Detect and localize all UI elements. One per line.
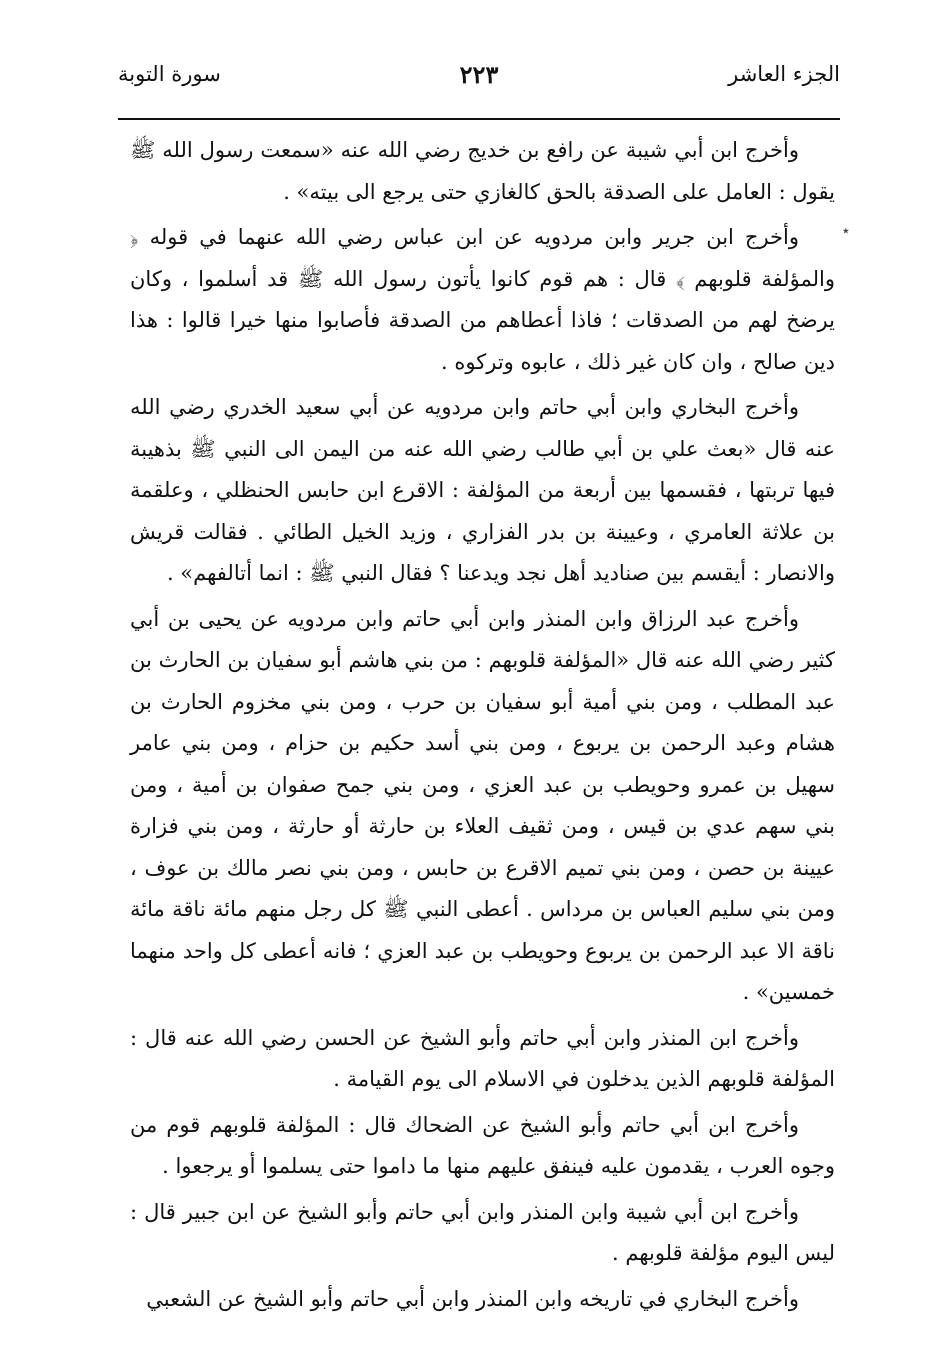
- paragraph-2: وأخرج ابن جرير وابن مردويه عن ابن عباس رضي الله عنهما في قوله ﴿ والمؤلفة قلوبهم ﴾ قال : هم قوم كانوا يأتون رسول الله ﷺ قد أسلموا ، وكان يرضخ لهم من الصدقات ؛ فاذا أعطاهم من الصدقة فأصابوا منها خيرا قالوا : هذا دين صالح ، وان كان غير ذلك ، عابوه وتركوه .: [130, 225, 835, 374]
- paragraph-4: وأخرج عبد الرزاق وابن المنذر وابن أبي حاتم وابن مردويه عن يحيى بن أبي كثير رضي الله عنه قال «المؤلفة قلوبهم : من بني هاشم أبو سفيان بن الحارث بن عبد المطلب ، ومن بني أمية أبو سفيان بن حرب ، ومن بني مخزوم الحارث بن هشام وعبد الرحمن بن يربوع ، ومن بني أسد حكيم بن حزام ، ومن بني عامر سهيل بن عمرو وحويطب بن عبد العزي ، ومن بني جمح صفوان بن أمية ، ومن بني سهم عدي بن قيس ، ومن ثقيف العلاء بن حارثة أو حارثة ، ومن بني فزارة عيينة بن حصن ، ومن بني تميم الاقرع بن حابس ، ومن بني نصر مالك بن عوف ، ومن بني سليم العباس بن مرداس . أعطى النبي ﷺ كل رجل منهم مائة ناقة مائة ناقة الا عبد الرحمن بن يربوع وحويطب بن عبد العزي ؛ فانه أعطى كل واحد منهما خمسين» .: [130, 606, 835, 1004]
- margin-mark: ٭: [842, 223, 850, 239]
- part-title: الجزء العاشر: [728, 62, 840, 86]
- paragraph-1: وأخرج ابن أبي شيبة عن رافع بن خديج رضي الله عنه «سمعت رسول الله ﷺ يقول : العامل على الصدقة بالحق كالغازي حتى يرجع الى بيته» .: [130, 138, 835, 204]
- paragraph-7: وأخرج ابن أبي شيبة وابن المنذر وابن أبي حاتم وأبو الشيخ عن ابن جبير قال : ليس اليوم مؤلفة قلوبهم .: [130, 1199, 835, 1265]
- header-divider: [118, 118, 840, 120]
- surah-title: سورة التوبة: [118, 62, 221, 86]
- paragraph-3: وأخرج البخاري وابن أبي حاتم وابن مردويه عن أبي سعيد الخدري رضي الله عنه قال «بعث علي بن أبي طالب رضي الله عنه من اليمن الى النبي ﷺ بذهيبة فيها تربتها ، فقسمها بين أربعة من المؤلفة : الاقرع ابن حابس الحنظلي ، وعلقمة بن علاثة العامري ، وعيينة بن بدر الفزاري ، وزيد الخيل الطائي . فقالت قريش والانصار : أيقسم بين صناديد أهل نجد ويدعنا ؟ فقال النبي ﷺ : انما أتالفهم» .: [130, 395, 835, 585]
- paragraph-8: وأخرج البخاري في تاريخه وابن المنذر وابن أبي حاتم وأبو الشيخ عن الشعبي: [146, 1286, 799, 1311]
- page-number: ٢٢٣: [459, 60, 499, 89]
- paragraph-6: وأخرج ابن أبي حاتم وأبو الشيخ عن الضحاك قال : المؤلفة قلوبهم قوم من وجوه العرب ، يقدمون عليه فينفق عليهم منها ما داموا حتى يسلموا أو يرجعوا .: [130, 1112, 835, 1178]
- paragraph-5: وأخرج ابن المنذر وابن أبي حاتم وأبو الشيخ عن الحسن رضي الله عنه قال : المؤلفة قلوبهم الذين يدخلون في الاسلام الى يوم القيامة .: [130, 1025, 835, 1091]
- page-header: [118, 62, 840, 102]
- main-text: [130, 130, 835, 1324]
